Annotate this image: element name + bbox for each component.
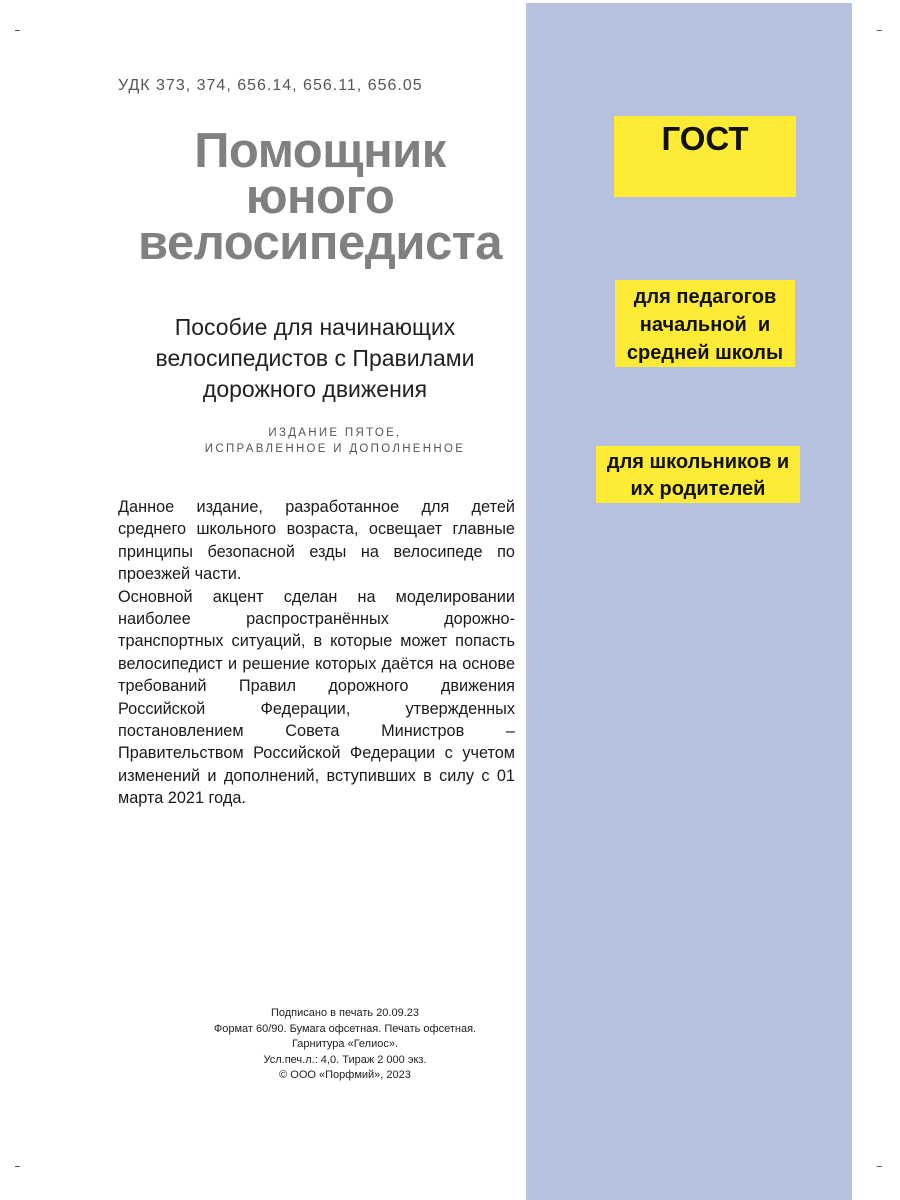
book-title: [110, 124, 530, 270]
imprint-line: Усл.печ.л.: 4,0. Тираж 2 000 экз.: [263, 1053, 427, 1066]
audience-line: начальной и: [639, 314, 771, 336]
gost-label: ГОСТ: [614, 116, 796, 197]
students-audience-label: [596, 446, 800, 503]
audience-line: средней школы: [626, 342, 784, 364]
crop-mark: [15, 30, 20, 31]
crop-mark: [15, 1166, 20, 1167]
edition-line: ИСПРАВЛЕННОЕ И ДОПОЛНЕННОЕ: [204, 443, 466, 455]
imprint-line: Подписано в печать 20.09.23: [270, 1007, 420, 1019]
title-line: юного: [245, 170, 395, 224]
audience-line: их родителей: [630, 478, 766, 500]
imprint-block: [150, 1006, 540, 1084]
crop-mark: [877, 30, 882, 31]
subtitle-line: дорожного движения: [202, 376, 428, 402]
imprint-line: © ООО «Порфмий», 2023: [279, 1069, 411, 1081]
subtitle-line: Пособие для начинающих: [174, 314, 456, 340]
book-subtitle: [120, 312, 510, 405]
description-text: [118, 496, 515, 810]
imprint-line: Формат 60/90. Бумага офсетная. Печать офсетная.: [213, 1022, 477, 1035]
udk-code: УДК 373, 374, 656.14, 656.11, 656.05: [118, 77, 423, 94]
edition-note: [160, 425, 510, 457]
title-line: Помощник: [194, 124, 446, 178]
title-line: велосипедиста: [138, 216, 502, 270]
imprint-line: Гарнитура «Гелиос».: [291, 1038, 399, 1050]
description-paragraph: Основной акцент сделан на моделировании наиболее распространённых дорожно-транспортных ситуаций, в которые может попасть велосипедист и решение которых даётся на основе требований Правил дорожного движения Российской Федерации, утвержденных постановлением Совета Министров – Правительством Российской Федерации с учетом изменений и дополнений, вступивших в силу с 01 марта 2021 года.: [118, 587, 515, 808]
description-paragraph: Данное издание, разработанное для детей среднего школьного возраста, освещает главные принципы безопасной езды на велосипеде по проезжей части.: [118, 498, 515, 584]
subtitle-line: велосипедистов с Правилами: [155, 345, 475, 371]
teachers-audience-label: [615, 280, 795, 367]
crop-mark: [877, 1166, 882, 1167]
audience-line: для школьников и: [606, 451, 790, 473]
audience-line: для педагогов: [633, 286, 777, 308]
edition-line: ИЗДАНИЕ ПЯТОЕ,: [268, 427, 402, 439]
